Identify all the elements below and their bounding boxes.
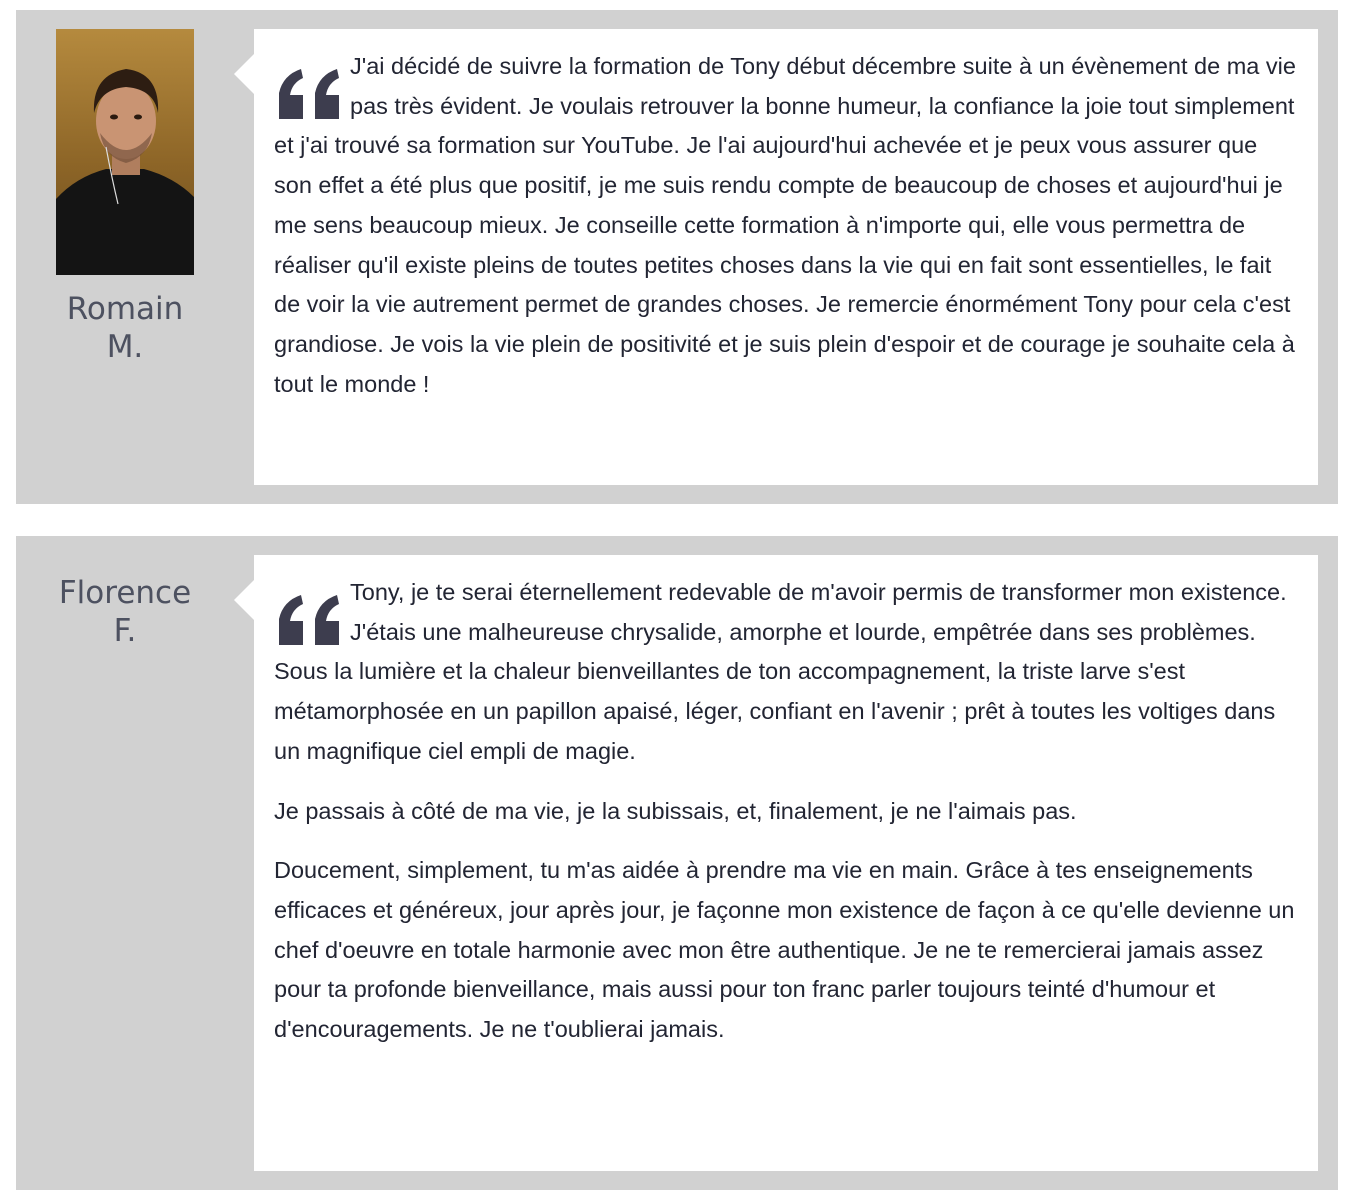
avatar (56, 29, 194, 275)
quote-paragraph: Doucement, simplement, tu m'as aidée à prendre ma vie en main. Grâce à tes enseignements efficaces et généreux, jour après jour, je façonne mon existence de façon à ce qu'elle devienne un chef d'oeuvre en totale harmonie avec mon être authentique. Je ne te remercierai jamais assez pour ta profonde bienveillance, mais aussi pour ton franc parler toujours teinté d'humour et d'encouragements. Je ne t'oublierai jamais. (274, 857, 1295, 1043)
quote-bubble (254, 555, 1318, 1171)
quote-body (254, 29, 1318, 404)
author-name: Florence F. (58, 575, 192, 649)
testimonial-card (16, 10, 1338, 504)
quote-paragraph: Je passais à côté de ma vie, je la subissais, et, finalement, je ne l'aimais pas. (274, 797, 1077, 824)
author-name: Romain M. (66, 291, 184, 365)
quote-icon (274, 591, 342, 649)
testimonial-card (16, 536, 1338, 1190)
quote-paragraph: Tony, je te serai éternellement redevable de m'avoir permis de transformer mon existence. J'étais une malheureuse chrysalide, amorphe et lourde, empêtrée dans ses problèmes. Sous la lumière et la chaleur bienveillantes de ton accompagnement, la triste larve s'est métamorphosée en un papillon apaisé, léger, confiant en l'avenir ; prêt à toutes les voltiges dans un magnifique ciel empli de magie. (274, 579, 1287, 764)
quote-icon (274, 65, 342, 123)
quote-body (254, 555, 1318, 1050)
quote-paragraph: J'ai décidé de suivre la formation de Tony début décembre suite à un évènement de ma vie pas très évident. Je voulais retrouver la bonne humeur, la confiance la joie tout simplement et j'ai trouvé sa formation sur YouTube. Je l'ai aujourd'hui achevée et je peux vous assurer que son effet a été plus que positif, je me suis rendu compte de beaucoup de choses et aujourd'hui je me sens beaucoup mieux. Je conseille cette formation à n'importe qui, elle vous permettra de réaliser qu'il existe pleins de toutes petites choses dans la vie qui en fait sont essentielles, le fait de voir la vie autrement permet de grandes choses. Je remercie énormément Tony pour cela c'est grandiose. Je vois la vie plein de positivité et je suis plein d'espoir et de courage je souhaite cela à tout le monde ! (274, 53, 1296, 397)
quote-bubble (254, 29, 1318, 485)
